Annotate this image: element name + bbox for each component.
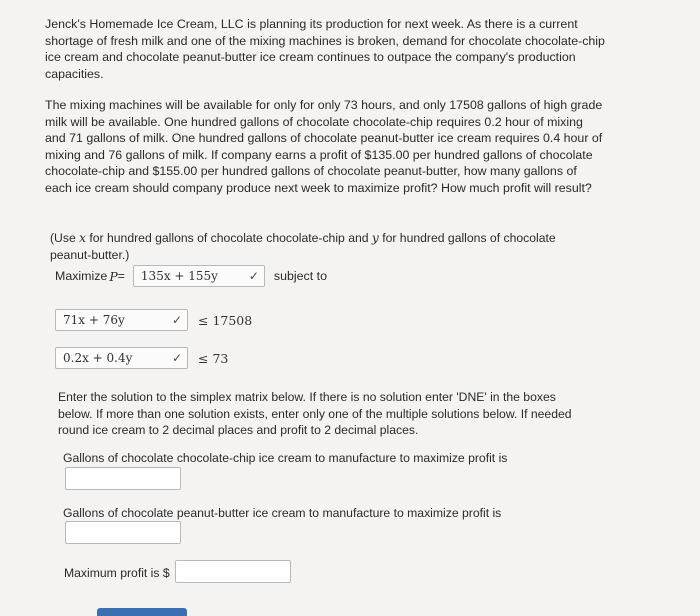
constraint-2-relation: ≤ 73 (198, 350, 229, 366)
constraint-row (55, 347, 228, 369)
chip-answer-label: Gallons of chocolate chocolate-chip ice cream to manufacture to maximize profit is (63, 451, 508, 465)
submit-button-edge[interactable] (97, 608, 187, 616)
objective-value: 135x + 155y (140, 269, 218, 283)
subject-to-label: subject to (273, 269, 327, 283)
var-x: x (79, 231, 86, 245)
var-y: y (371, 231, 379, 245)
maximize-label: Maximize (55, 269, 108, 283)
instructions: Enter the solution to the simplex matrix below. If there is no solution enter 'DNE' in the boxes below. If more than one solution exists, enter only one of the multiple solutions below. If needed round ice cream to 2 decimal places and profit to 2 decimal places. (58, 390, 572, 437)
chip-answer-input[interactable] (65, 467, 181, 490)
peanut-answer-input[interactable] (65, 521, 181, 544)
variable-definition: (Use x for hundred gallons of chocolate chocolate-chip and y for hundred gallons of chocolate peanut-butter.) (50, 231, 556, 262)
objective-row (55, 265, 327, 287)
constraint-1-relation: ≤ 17508 (198, 312, 253, 328)
checkmark-icon: ✓ (171, 313, 182, 327)
constraint-row (55, 309, 252, 331)
peanut-answer-label: Gallons of chocolate peanut-butter ice cream to manufacture to maximize profit is (63, 506, 502, 520)
objective-variable: P (109, 268, 118, 284)
equals-sign: = (117, 269, 125, 283)
constraint-1-expression: 71x + 76y (63, 313, 125, 327)
checkmark-icon: ✓ (171, 351, 182, 365)
constraint-1-select[interactable] (55, 309, 188, 331)
constraint-2-expression: 0.2x + 0.4y (63, 351, 133, 365)
objective-select[interactable] (133, 265, 265, 287)
profit-answer-label: Maximum profit is $ (64, 566, 170, 580)
checkmark-icon: ✓ (248, 269, 259, 283)
problem-details: The mixing machines will be available for only for only 73 hours, and only 17508 gallons of high grade milk will be available. One hundred gallons of chocolate chocolate-chip requires 0.2 hour of mixing and 71 gallons of milk. One hundred gallons of chocolate peanut-butter ice cream requires 0.4 hour of mixing and 76 gallons of milk. If company earns a profit of $135.00 per hundred gallons of chocolate chocolate-chip and $155.00 per hundred gallons of chocolate peanut-butter, how many gallons of each ice cream should company produce next week to maximize profit? How much profit will result? (45, 98, 603, 195)
profit-answer-input[interactable] (175, 560, 291, 583)
problem-intro: Jenck's Homemade Ice Cream, LLC is planning its production for next week. As there is a current shortage of fresh milk and one of the mixing machines is broken, demand for chocolate chocolate-chip ice cream and chocolate peanut-butter ice cream continues to outpace the company's production capacities. (45, 17, 605, 81)
constraint-2-select[interactable] (55, 347, 188, 369)
